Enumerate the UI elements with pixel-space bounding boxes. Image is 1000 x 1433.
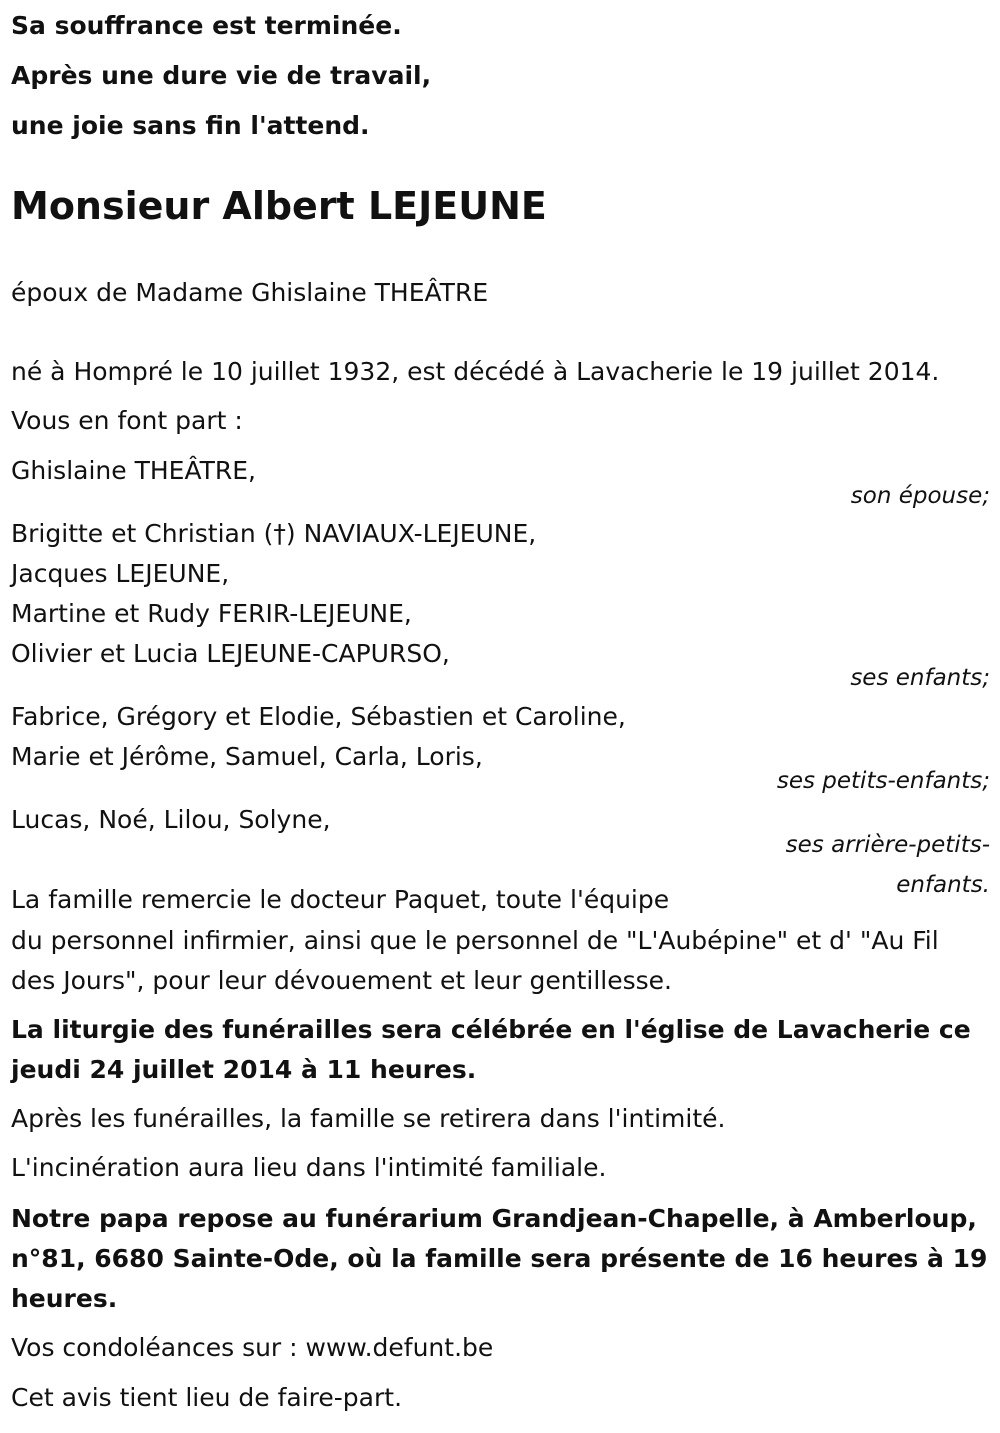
birth-death-line: né à Hompré le 10 juillet 1932, est décédé à Lavacherie le 19 juillet 2014. [11, 357, 940, 386]
thanks-line-1: La famille remercie le docteur Paquet, toute l'équipe [11, 885, 670, 914]
family-grandchildren-2: Marie et Jérôme, Samuel, Carla, Loris, [11, 742, 483, 771]
family-spouse-role: son épouse; [850, 483, 990, 509]
epigraph-line-3: une joie sans fin l'attend. [11, 111, 370, 140]
announce-line: Vous en font part : [11, 406, 243, 435]
thanks-line-2: du personnel infirmier, ainsi que le personnel de "L'Aubépine" et d' "Au Fil [11, 926, 939, 955]
condolences-line: Vos condoléances sur : www.defunt.be [11, 1333, 494, 1362]
family-great-grandchildren-role-1: ses arrière-petits- [785, 832, 990, 858]
closing-line: Cet avis tient lieu de faire-part. [11, 1383, 403, 1412]
funerarium-line-2: n°81, 6680 Sainte-Ode, où la famille sera présente de 16 heures à 19 [11, 1244, 988, 1273]
family-grandchildren-1: Fabrice, Grégory et Elodie, Sébastien et Caroline, [11, 702, 626, 731]
family-great-grandchildren-role-2: enfants. [896, 872, 990, 898]
family-child-3: Martine et Rudy FERIR-LEJEUNE, [11, 599, 412, 628]
spouse-line: époux de Madame Ghislaine THEÂTRE [11, 278, 489, 307]
cremation-line: L'incinération aura lieu dans l'intimité familiale. [11, 1153, 607, 1182]
family-grandchildren-role: ses petits-enfants; [776, 768, 990, 794]
epigraph-line-2: Après une dure vie de travail, [11, 61, 432, 90]
family-children-role: ses enfants; [850, 665, 990, 691]
funerarium-line-1: Notre papa repose au funérarium Grandjean-Chapelle, à Amberloup, [11, 1204, 977, 1233]
epigraph-line-1: Sa souffrance est terminée. [11, 11, 402, 40]
thanks-line-3: des Jours", pour leur dévouement et leur gentillesse. [11, 966, 672, 995]
family-great-grandchildren: Lucas, Noé, Lilou, Solyne, [11, 805, 331, 834]
after-funeral-line: Après les funérailles, la famille se retirera dans l'intimité. [11, 1104, 726, 1133]
liturgy-line-2: jeudi 24 juillet 2014 à 11 heures. [11, 1055, 477, 1084]
liturgy-line-1: La liturgie des funérailles sera célébrée en l'église de Lavacherie ce [11, 1015, 971, 1044]
family-child-4: Olivier et Lucia LEJEUNE-CAPURSO, [11, 639, 450, 668]
funerarium-line-3: heures. [11, 1284, 118, 1313]
family-child-2: Jacques LEJEUNE, [11, 559, 230, 588]
family-child-1: Brigitte et Christian (†) NAVIAUX-LEJEUNE, [11, 519, 537, 548]
family-spouse-name: Ghislaine THEÂTRE, [11, 456, 256, 485]
deceased-name: Monsieur Albert LEJEUNE [11, 184, 547, 228]
